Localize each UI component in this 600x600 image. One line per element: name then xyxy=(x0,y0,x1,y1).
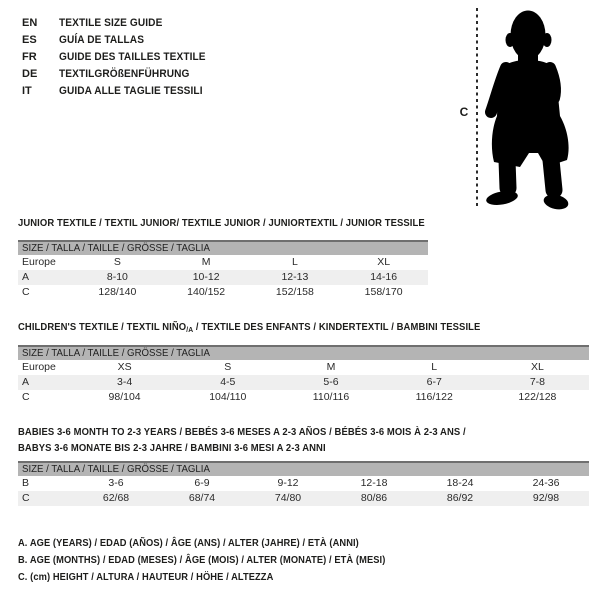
row-label: C xyxy=(22,492,30,504)
size-cell: L xyxy=(291,256,298,268)
guide-title-de: TEXTILGRÖßENFÜHRUNG xyxy=(59,67,190,80)
age-cell: 3-6 xyxy=(108,477,124,489)
table-row-age-months xyxy=(18,476,589,491)
height-cell: 104/110 xyxy=(209,391,247,403)
height-cell: 128/140 xyxy=(98,286,137,298)
language-row-fr xyxy=(22,48,218,65)
height-cell: 62/68 xyxy=(102,492,130,504)
size-cell: XL xyxy=(530,361,544,373)
footnote-legend xyxy=(18,535,413,586)
row-label: Europe xyxy=(22,256,56,268)
row-label: A xyxy=(22,376,30,388)
junior-table-title: JUNIOR TEXTILE / TEXTIL JUNIOR/ TEXTILE JUNIOR / JUNIORTEXTIL / JUNIOR TESSILE xyxy=(18,217,425,229)
size-cell: XL xyxy=(377,256,391,268)
size-cell: M xyxy=(326,361,336,373)
language-row-es xyxy=(22,31,218,48)
title-line-1: BABIES 3-6 MONTH TO 2-3 YEARS / BEBÉS 3-6 MESES A 2-3 AÑOS / BÉBÉS 3-6 MOIS À 2-3 ANS / xyxy=(18,426,466,438)
size-header-label: SIZE / TALLA / TAILLE / GRÖSSE / TAGLIA xyxy=(22,242,210,254)
title-text: CHILDREN'S TEXTILE / TEXTIL NIÑO xyxy=(18,321,187,333)
age-cell: 8-10 xyxy=(106,271,128,283)
babies-size-table xyxy=(18,461,589,506)
title-text: / TEXTILE DES ENFANTS / KINDERTEXTIL / BAMBINI TESSILE xyxy=(193,321,481,333)
guide-title-fr: GUIDE DES TAILLES TEXTILE xyxy=(59,50,206,63)
guide-title-es: GUÍA DE TALLAS xyxy=(59,33,145,46)
age-cell: 18-24 xyxy=(446,477,474,489)
table-row-europe xyxy=(18,360,589,375)
language-title-list xyxy=(22,14,218,99)
row-label: C xyxy=(22,286,30,298)
age-cell: 5-6 xyxy=(323,376,339,388)
babies-table-title xyxy=(18,424,466,456)
row-label: Europe xyxy=(22,361,56,373)
height-cell: 158/170 xyxy=(364,286,403,298)
footnote-a: A. AGE (YEARS) / EDAD (AÑOS) / ÂGE (ANS) / ALTER (JAHRE) / ETÀ (ANNI) xyxy=(18,538,359,549)
children-table-title xyxy=(18,320,480,337)
children-size-table xyxy=(18,345,589,405)
height-cell: 74/80 xyxy=(274,492,302,504)
age-cell: 24-36 xyxy=(532,477,560,489)
age-cell: 4-5 xyxy=(220,376,236,388)
table-row-europe xyxy=(18,255,428,270)
height-measure-label: C xyxy=(459,105,469,119)
height-cell: 122/128 xyxy=(518,391,557,403)
table-row-height xyxy=(18,390,589,405)
size-cell: S xyxy=(224,361,232,373)
size-cell: XS xyxy=(117,361,132,373)
height-cell: 140/152 xyxy=(187,286,226,298)
height-cell: 92/98 xyxy=(532,492,560,504)
height-cell: 68/74 xyxy=(188,492,216,504)
table-row-age xyxy=(18,270,428,285)
table-row-height xyxy=(18,491,589,506)
size-header-label: SIZE / TALLA / TAILLE / GRÖSSE / TAGLIA xyxy=(22,463,210,475)
title-subscript: /A xyxy=(186,325,194,334)
language-row-de xyxy=(22,65,218,82)
age-cell: 7-8 xyxy=(529,376,545,388)
size-header-label: SIZE / TALLA / TAILLE / GRÖSSE / TAGLIA xyxy=(22,347,210,359)
age-cell: 10-12 xyxy=(192,271,220,283)
toddler-figure xyxy=(450,2,592,216)
age-cell: 9-12 xyxy=(277,477,299,489)
language-code: IT xyxy=(22,84,32,97)
height-cell: 86/92 xyxy=(446,492,474,504)
table-header-row xyxy=(18,345,589,360)
language-code: EN xyxy=(22,16,38,29)
height-cell: 116/122 xyxy=(415,391,453,403)
age-cell: 6-7 xyxy=(426,376,442,388)
language-code: ES xyxy=(22,33,37,46)
height-cell: 80/86 xyxy=(360,492,388,504)
language-code: DE xyxy=(22,67,38,80)
row-label: B xyxy=(22,477,30,489)
title-line-2: BABYS 3-6 MONATE BIS 2-3 JAHRE / BAMBINI 3-6 MESI A 2-3 ANNI xyxy=(18,442,326,454)
footnote-b: B. AGE (MONTHS) / EDAD (MESES) / ÂGE (MOIS) / ALTER (MONATE) / ETÀ (MESI) xyxy=(18,555,386,566)
row-label: C xyxy=(22,391,30,403)
height-cell: 152/158 xyxy=(275,286,314,298)
table-row-height xyxy=(18,285,428,300)
junior-size-table xyxy=(18,240,428,300)
size-cell: M xyxy=(201,256,211,268)
age-cell: 6-9 xyxy=(194,477,210,489)
table-header-row xyxy=(18,240,428,255)
height-cell: 110/116 xyxy=(312,391,350,403)
table-header-row xyxy=(18,461,589,476)
footnote-c: C. (cm) HEIGHT / ALTURA / HAUTEUR / HÖHE / ALTEZZA xyxy=(18,572,274,583)
language-code: FR xyxy=(22,50,37,63)
age-cell: 12-13 xyxy=(281,271,309,283)
table-row-age xyxy=(18,375,589,390)
row-label: A xyxy=(22,271,30,283)
size-cell: L xyxy=(431,361,438,373)
size-cell: S xyxy=(113,256,121,268)
language-row-it xyxy=(22,82,218,99)
age-cell: 3-4 xyxy=(117,376,133,388)
age-cell: 12-18 xyxy=(360,477,388,489)
language-row-en xyxy=(22,14,218,31)
age-cell: 14-16 xyxy=(370,271,398,283)
guide-title-it: GUIDA ALLE TAGLIE TESSILI xyxy=(59,84,203,97)
height-cell: 98/104 xyxy=(108,391,141,403)
guide-title-en: TEXTILE SIZE GUIDE xyxy=(59,16,163,29)
